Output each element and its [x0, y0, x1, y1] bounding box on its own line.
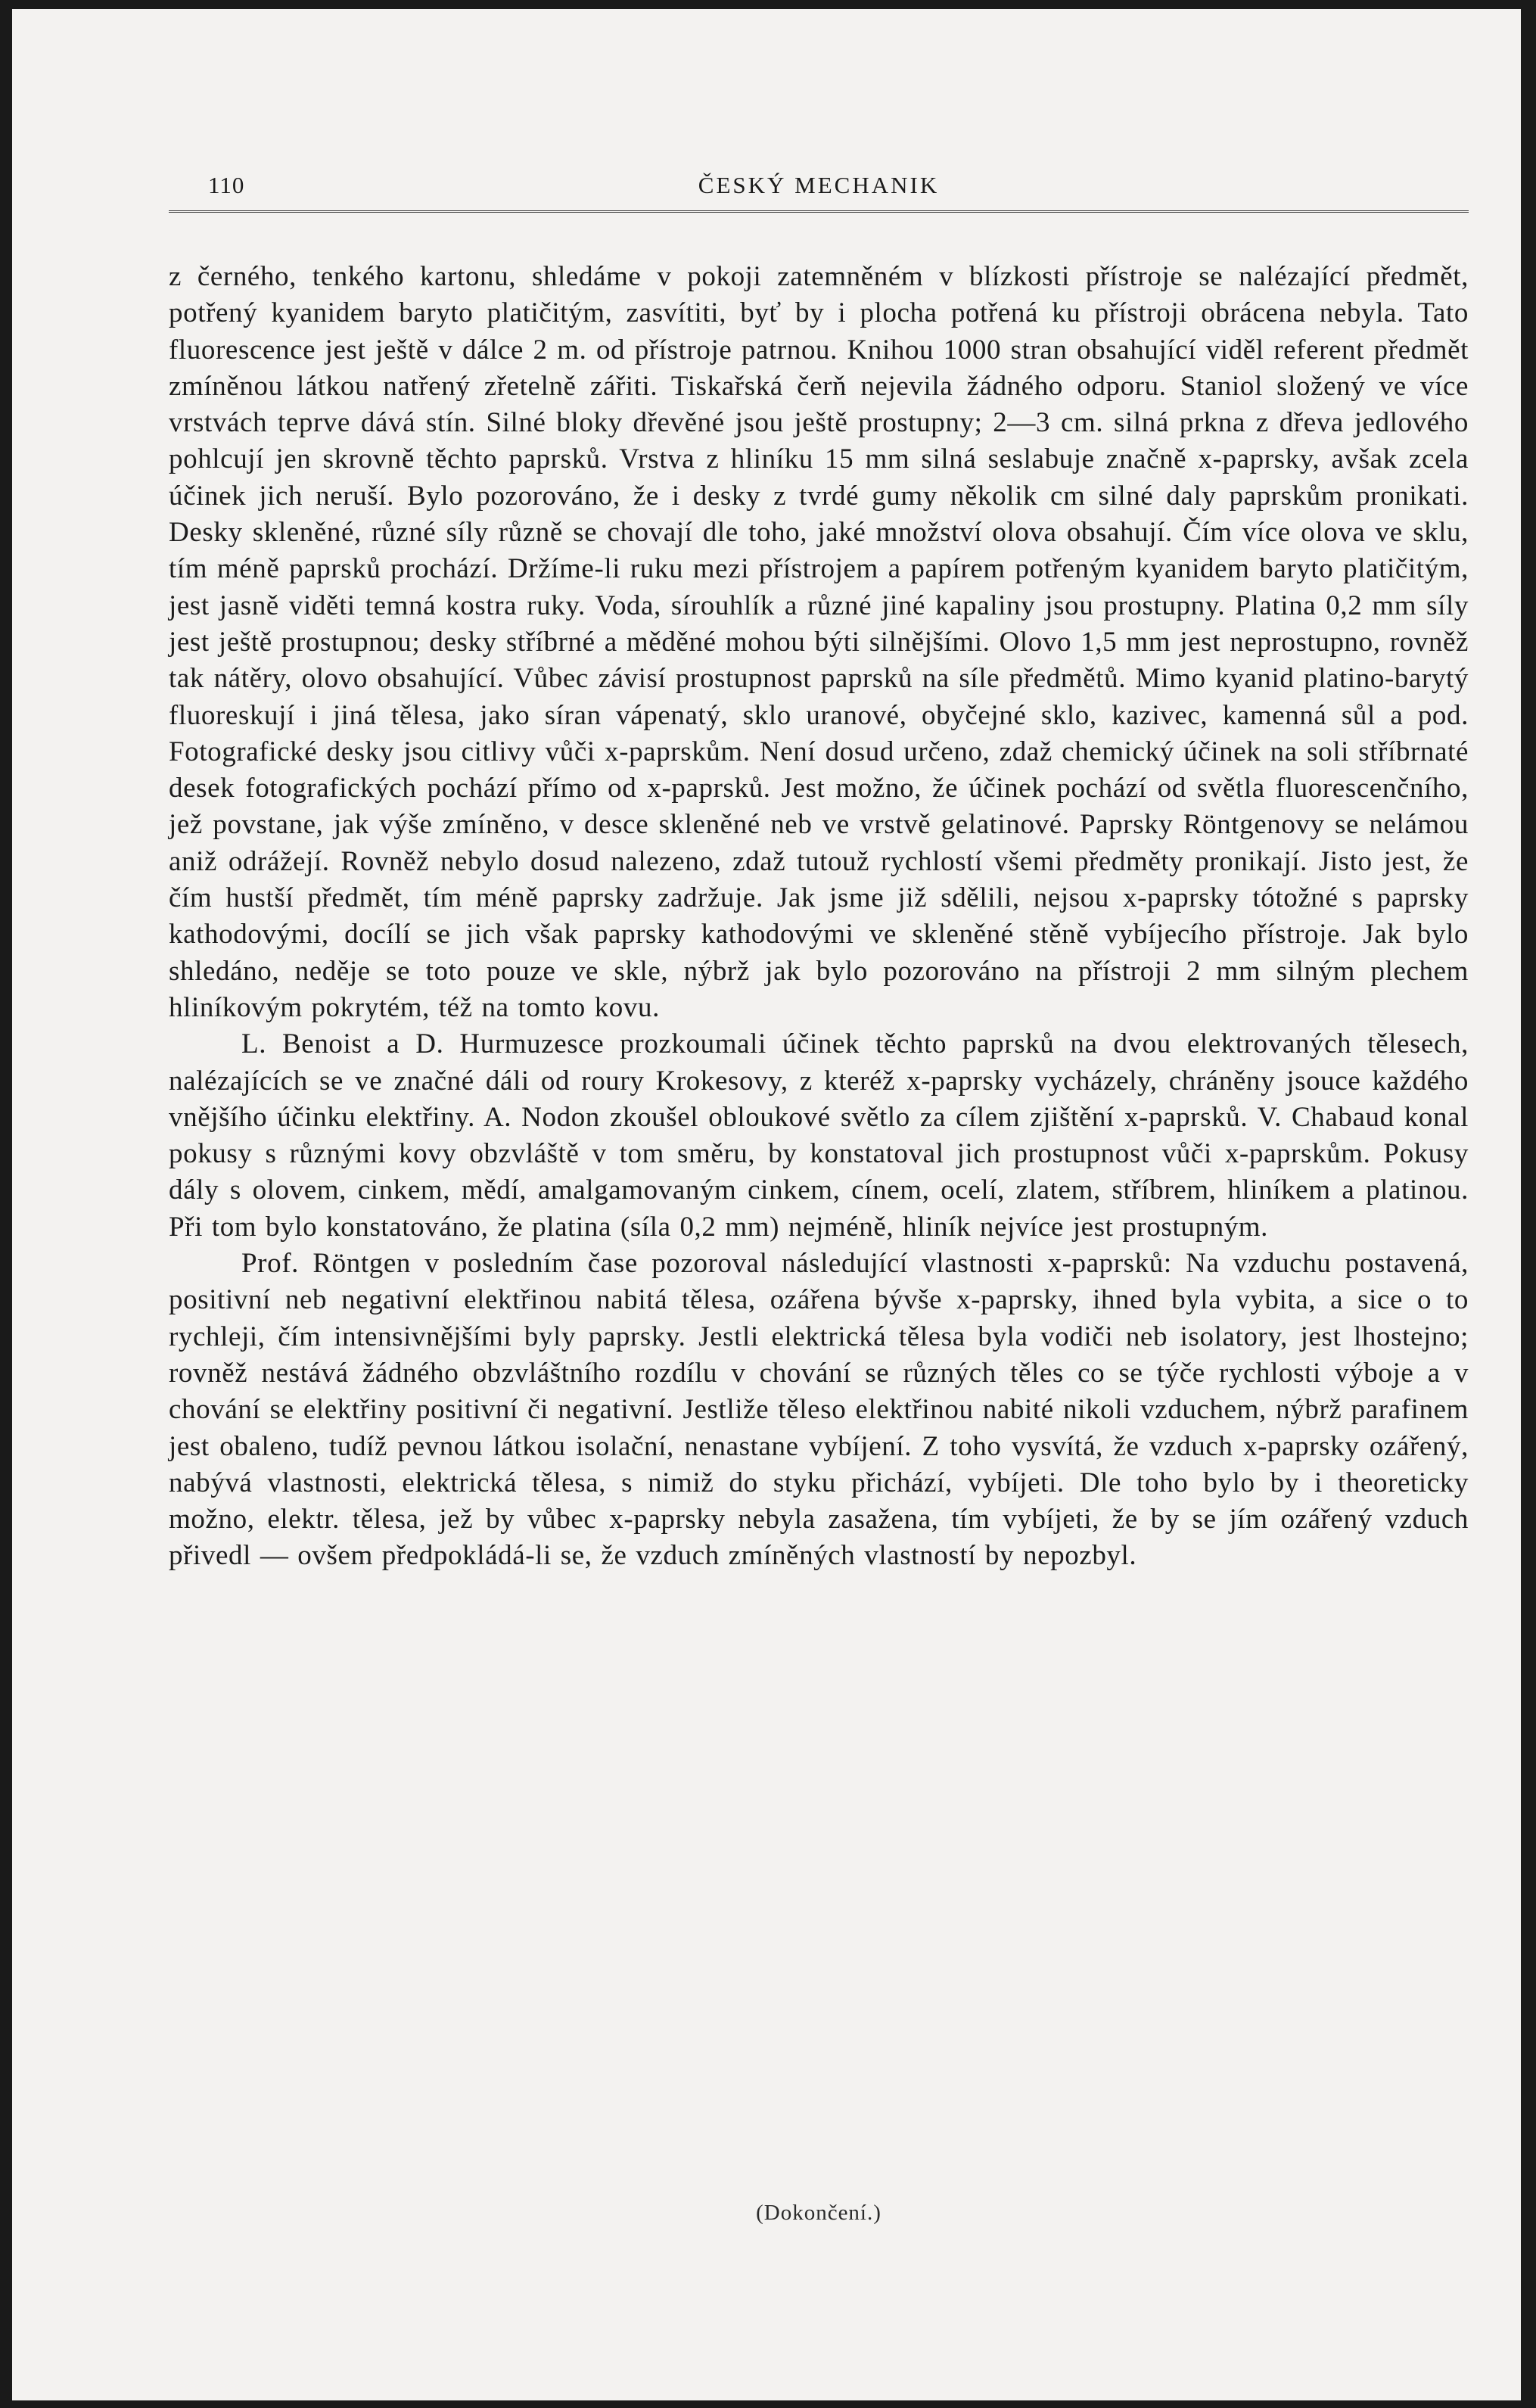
paragraph: L. Benoist a D. Hurmuzesce prozkoumali účinek těchto paprsků na dvou elektrovaných tělesech, nalézajících se ve značné dáli od roury Krokesovy, z kteréž x-paprsky vycházely, chráněny jsouce každého vnějšího účinku elektřiny. A. Nodon zkoušel obloukové světlo za cílem zjištění x-paprsků. V. Chabaud konal pokusy s různými kovy obzvláště v tom směru, by konstatoval jich prostupnost vůči x-paprskům. Pokusy dály s olovem, cinkem, mědí, amalgamovaným cinkem, cínem, ocelí, zlatem, stříbrem, hliníkem a platinou. Při tom bylo konstatováno, že platina (síla 0,2 mm) nejméně, hliník nejvíce jest prostupným. — [169, 1028, 1469, 1243]
body-text — [169, 259, 1469, 1575]
continued-note: (Dokončení.) — [756, 2201, 881, 2225]
running-head — [169, 172, 1469, 202]
paragraph: Prof. Röntgen v posledním čase pozoroval následující vlastnosti x-paprsků: Na vzduchu postavená, positivní neb negativní elektřinou nabitá tělesa, ozářena bývše x-paprsky, ihned byla vybita, a sice o to rychleji, čím intensivnějšími byly paprsky. Jestli elektrická tělesa byla vodiči neb isolatory, jest lhostejno; rovněž nestává žádného obzvláštního rozdílu v chování se různých těles co se týče rychlosti výboje a v chování se elektřiny positivní či negativní. Jestliže těleso elektřinou nabité nikoli vzduchem, nýbrž parafinem jest obaleno, tudíž pevnou látkou isolační, nenastane vybíjení. Z toho vysvítá, že vzduch x-paprsky ozářený, nabývá vlastnosti, elektrická tělesa, s nimiž do styku přichází, vybíjeti. Dle toho bylo by i theoreticky možno, elektr. tělesa, jež by vůbec x-paprsky nebyla zasažena, tím vybíjeti, že by se jím ozářený vzduch přivedl — ovšem předpokládá-li se, že vzduch zmíněných vlastností by nepozbyl. — [169, 1248, 1469, 1572]
header-rule — [169, 210, 1469, 216]
paragraph: z černého, tenkého kartonu, shledáme v pokoji zatemněném v blízkosti přístroje se nalézající předmět, potřený kyanidem baryto platičitým, zasvítiti, byť by i plocha potřená ku přístroji obrácena nebyla. Tato fluorescence jest ještě v dálce 2 m. od přístroje patrnou. Knihou 1000 stran obsahující viděl referent předmět zmíněnou látkou natřený zřetelně zářiti. Tiskařská čerň nejevila žádného odporu. Staniol složený ve více vrstvách teprve dává stín. Silné bloky dřevěné jsou ještě prostupny; 2—3 cm. silná prkna z dřeva jedlového pohlcují jen skrovně těchto paprsků. Vrstva z hliníku 15 mm silná seslabuje značně x-paprsky, avšak zcela účinek jich neruší. Bylo pozorováno, že i desky z tvrdé gumy několik cm silné daly paprskům pronikati. Desky skleněné, různé síly různě se chovají dle toho, jaké množství olova obsahují. Čím více olova ve sklu, tím méně paprsků prochází. Držíme-li ruku mezi přístrojem a papírem potřeným kyanidem baryto platičitým, jest jasně viděti temná kostra ruky. Voda, sírouhlík a různé jiné kapaliny jsou prostupny. Platina 0,2 mm síly jest ještě prostupnou; desky stříbrné a měděné mohou býti silnějšími. Olovo 1,5 mm jest neprostupno, rovněž tak nátěry, olovo obsahující. Vůbec závisí prostupnost paprsků na síle předmětů. Mimo kyanid platino-barytý fluoreskují i jiná tělesa, jako síran vápenatý, sklo uranové, obyčejné sklo, kazivec, kamenná sůl a pod. Fotografické desky jsou citlivy vůči x-paprskům. Není dosud určeno, zdaž chemický účinek na soli stříbrnaté desek fotografických pochází přímo od x-paprsků. Jest možno, že účinek pochází od světla fluorescenčního, jež povstane, jak výše zmíněno, v desce skleněné neb ve vrstvě gelatinové. Paprsky Röntgenovy se nelámou aniž odrážejí. Rovněž nebylo dosud nalezeno, zdaž tutouž rychlostí všemi předměty pronikají. Jisto jest, že čím hustší předmět, tím méně paprsky zadržuje. Jak jsme již sdělili, nejsou x-paprsky tótožné s paprsky kathodovými, docílí se jich však paprsky kathodovými ve skleněné stěně vybíjecího přístroje. Jak bylo shledáno, neděje se toto pouze ve skle, nýbrž jak bylo pozorováno na přístroji 2 mm silným plechem hliníkovým pokrytém, též na tomto kovu. — [169, 261, 1469, 1023]
page-number: 110 — [208, 172, 245, 198]
journal-title: ČESKÝ MECHANIK — [698, 172, 940, 198]
document-page — [12, 9, 1521, 2400]
